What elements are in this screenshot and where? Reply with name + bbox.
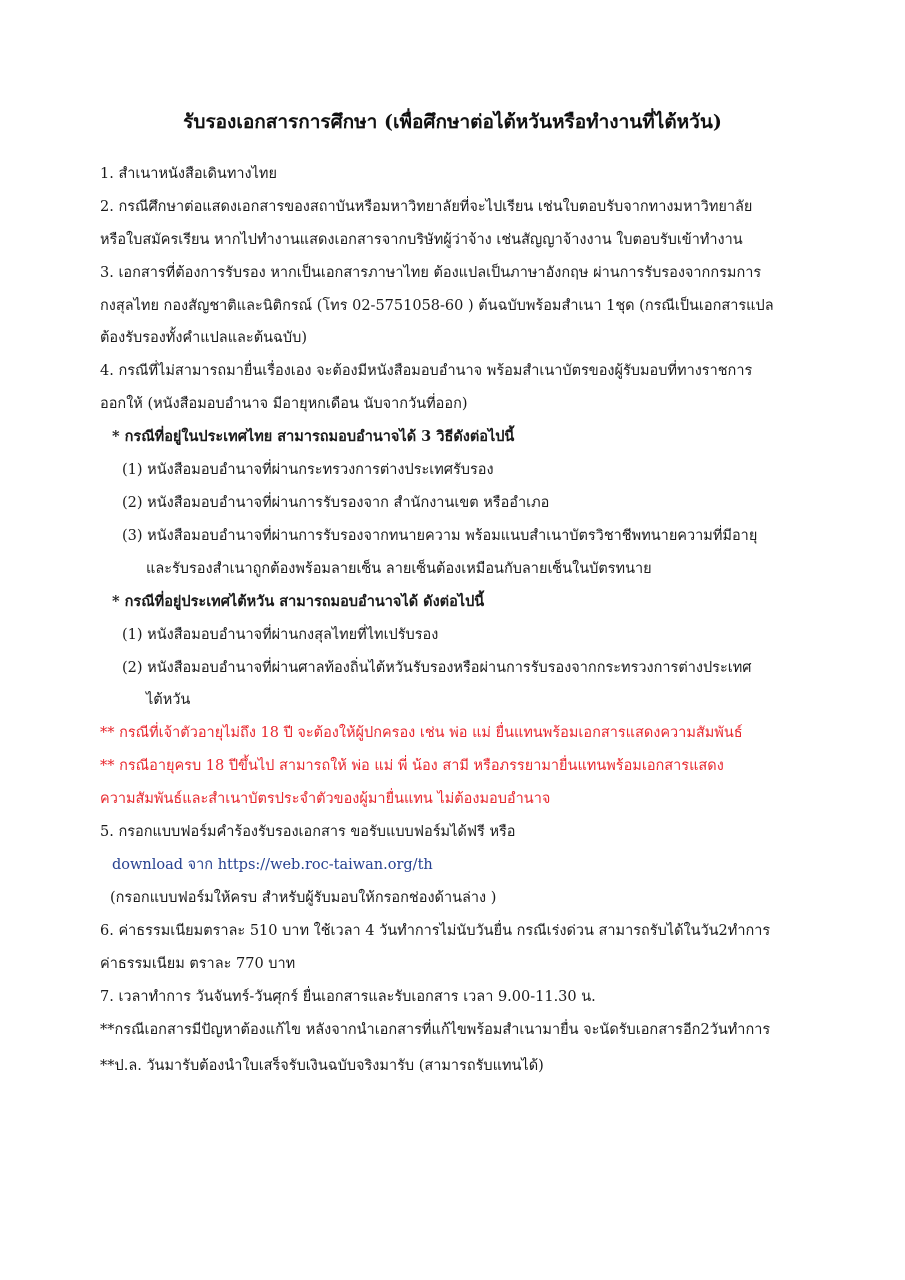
adult-notice-line-1: ** กรณีอายุครบ 18 ปีขึ้นไป สามารถให้ พ่อ แม่ พี่ น้อง สามี หรือภรรยามายื่นแทนพร้อมเอกสารแสดง [100,758,724,774]
item-4-line-2: ออกให้ (หนังสือมอบอำนาจ มีอายุหกเดือน นับจากวันที่ออก) [100,396,468,412]
thailand-option-3-line-2: และรับรองสำเนาถูกต้องพร้อมลายเซ็น ลายเซ็นต้องเหมือนกับลายเซ็นในบัตรทนาย [146,561,652,577]
item-5-note: (กรอกแบบฟอร์มให้ครบ สำหรับผู้รับมอบให้กรอกช่องด้านล่าง ) [110,890,497,906]
receipt-note: **ป.ล. วันมารับต้องนำใบเสร็จรับเงินฉบับจริงมารับ (สามารถรับแทนได้) [100,1058,544,1074]
item-7-hours: 7. เวลาทำการ วันจันทร์-วันศุกร์ ยื่นเอกสารและรับเอกสาร เวลา 9.00-11.30 น. [100,989,596,1005]
taiwan-heading: * กรณีที่อยู่ประเทศไต้หวัน สามารถมอบอำนาจได้ ดังต่อไปนี้ [112,593,485,610]
taiwan-option-2-line-1: (2) หนังสือมอบอำนาจที่ผ่านศาลท้องถิ่นไต้หวันรับรองหรือผ่านการรับรองจากกระทรวงการต่างประเทศ [122,660,752,676]
taiwan-option-2-line-2: ไต้หวัน [146,692,191,708]
item-2-line-2: หรือใบสมัครเรียน หากไปทำงานแสดงเอกสารจากบริษัทผู้ว่าจ้าง เช่นสัญญาจ้างงาน ใบตอบรับเข้าทำงาน [100,232,743,248]
correction-note: **กรณีเอกสารมีปัญหาต้องแก้ไข หลังจากนำเอกสารที่แก้ไขพร้อมสำเนามายื่น จะนัดรับเอกสารอีก2วันทำการ [100,1022,771,1038]
thailand-heading: * กรณีที่อยู่ในประเทศไทย สามารถมอบอำนาจได้ 3 วิธีดังต่อไปนี้ [112,428,515,445]
item-3-line-2: กงสุลไทย กองสัญชาติและนิติกรณ์ (โทร 02-5751058-60 ) ต้นฉบับพร้อมสำเนา 1ชุด (กรณีเป็นเอกสารแปล [100,298,774,314]
item-3-line-3: ต้องรับรองทั้งคำแปลและต้นฉบับ) [100,330,307,346]
item-3-line-1: 3. เอกสารที่ต้องการรับรอง หากเป็นเอกสารภาษาไทย ต้องแปลเป็นภาษาอังกฤษ ผ่านการรับรองจากกรมการ [100,265,762,281]
document-title: รับรองเอกสารการศึกษา (เพื่อศึกษาต่อไต้หวันหรือทำงานที่ไต้หวัน) [183,111,722,133]
item-1-passport: 1. สำเนาหนังสือเดินทางไทย [100,166,277,182]
thailand-option-1: (1) หนังสือมอบอำนาจที่ผ่านกระทรวงการต่างประเทศรับรอง [122,462,494,478]
item-4-line-1: 4. กรณีที่ไม่สามารถมายื่นเรื่องเอง จะต้องมีหนังสือมอบอำนาจ พร้อมสำเนาบัตรของผู้รับมอบที่ทางราชการ [100,363,753,379]
adult-notice-line-2: ความสัมพันธ์และสำเนาบัตรประจำตัวของผู้มายื่นแทน ไม่ต้องมอบอำนาจ [100,791,551,807]
item-6-fee-line-1: 6. ค่าธรรมเนียมตราละ 510 บาท ใช้เวลา 4 วันทำการไม่นับวันยื่น กรณีเร่งด่วน สามารถรับได้ในวัน2ทำการ [100,923,771,939]
minor-notice: ** กรณีที่เจ้าตัวอายุไม่ถึง 18 ปี จะต้องให้ผู้ปกครอง เช่น พ่อ แม่ ยื่นแทนพร้อมเอกสารแสดงความสัมพันธ์ [100,725,743,741]
thailand-option-3-line-1: (3) หนังสือมอบอำนาจที่ผ่านการรับรองจากทนายความ พร้อมแนบสำเนาบัตรวิชาชีพทนายความที่มีอายุ [122,528,758,544]
thailand-option-2: (2) หนังสือมอบอำนาจที่ผ่านการรับรองจาก สำนักงานเขต หรืออำเภอ [122,495,550,511]
taiwan-option-1: (1) หนังสือมอบอำนาจที่ผ่านกงสุลไทยที่ไทเปรับรอง [122,627,439,643]
download-link[interactable]: download จาก https://web.roc-taiwan.org/th [112,857,433,873]
item-5-form: 5. กรอกแบบฟอร์มคำร้องรับรองเอกสาร ขอรับแบบฟอร์มได้ฟรี หรือ [100,824,516,840]
item-6-fee-line-2: ค่าธรรมเนียม ตราละ 770 บาท [100,956,296,972]
item-2-line-1: 2. กรณีศึกษาต่อแสดงเอกสารของสถาบันหรือมหาวิทยาลัยที่จะไปเรียน เช่นใบตอบรับจากทางมหาวิทยาลัย [100,199,753,215]
